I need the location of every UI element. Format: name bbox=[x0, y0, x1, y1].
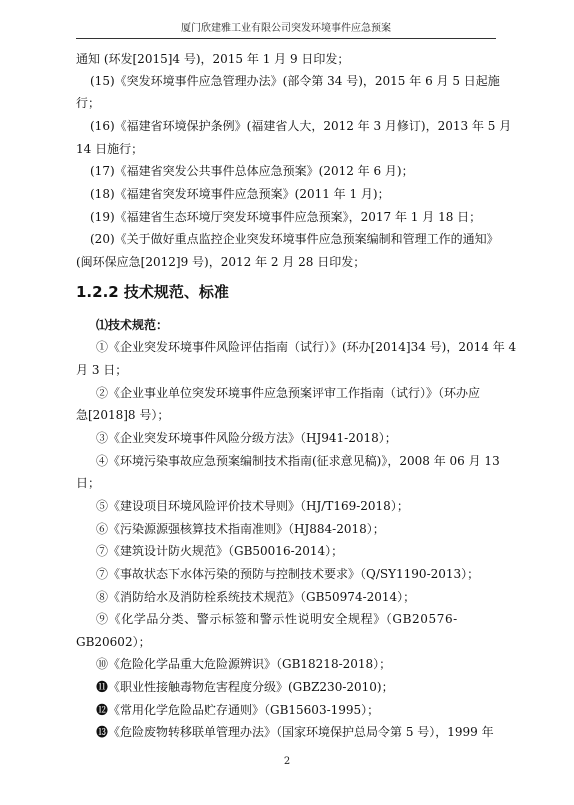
subsection-heading: ⑴技术规范： bbox=[96, 318, 169, 332]
list-item: ⑦《建筑设计防火规范》（GB50016-2014）； bbox=[96, 544, 344, 558]
paragraph-line: (19)《福建省生态环境厅突发环境事件应急预案》，2017 年 1 月 18 日； bbox=[90, 210, 482, 224]
list-item: ⑧《消防给水及消防栓系统技术规范》（GB50974-2014）； bbox=[96, 590, 416, 604]
paragraph-line: (18)《福建省突发环境事件应急预案》(2011 年 1 月)； bbox=[90, 187, 390, 201]
section-heading: 1.2.2 技术规范、标准 bbox=[76, 283, 229, 301]
list-item: ⑨《化学品分类、警示标签和警示性说明安全规程》（GB20576- bbox=[96, 612, 458, 626]
list-item: ①《企业突发环境事件风险评估指南（试行）》(环办[2014]34 号)，2014 年 4 bbox=[96, 340, 517, 354]
paragraph-line: (20)《关于做好重点监控企业突发环境事件应急预案编制和管理工作的通知》 bbox=[90, 232, 499, 246]
list-item: ④《环境污染事故应急预案编制技术指南(征求意见稿)》，2008 年 06 月 13 bbox=[96, 454, 500, 468]
paragraph-line: 通知 (环发[2015]4 号)，2015 年 1 月 9 日印发； bbox=[76, 52, 350, 66]
list-item: GB20602）； bbox=[76, 635, 151, 649]
paragraph-line: (15)《突发环境事件应急管理办法》(部令第 34 号)，2015 年 6 月 5 日起施 bbox=[90, 74, 500, 88]
list-item: ⓫《职业性接触毒物危害程度分级》(GBZ230-2010)； bbox=[96, 680, 394, 694]
paragraph-line: 行； bbox=[76, 96, 101, 110]
list-item: ⑥《污染源源强核算技术指南准则》（HJ884-2018）； bbox=[96, 522, 385, 536]
paragraph-line: (17)《福建省突发公共事件总体应急预案》(2012 年 6 月)； bbox=[90, 164, 414, 178]
list-item: 日； bbox=[76, 476, 101, 490]
list-item: ②《企业事业单位突发环境事件应急预案评审工作指南（试行）》（环办应 bbox=[96, 386, 481, 400]
paragraph-line: 14 日施行； bbox=[76, 142, 144, 156]
header-divider bbox=[76, 38, 496, 39]
list-item: 月 3 日； bbox=[76, 363, 128, 377]
paragraph-line: (闽环保应急[2012]9 号)，2012 年 2 月 28 日印发； bbox=[76, 255, 366, 269]
page-number: 2 bbox=[283, 756, 291, 767]
page-header: 厦门欣建雅工业有限公司突发环境事件应急预案 bbox=[181, 23, 391, 34]
list-item: ⑤《建设项目环境风险评价技术导则》（HJ/T169-2018）； bbox=[96, 499, 409, 513]
paragraph-line: (16)《福建省环境保护条例》(福建省人大，2012 年 3 月修订)，2013 年 5 月 bbox=[90, 119, 512, 133]
list-item: ⓭《危险废物转移联单管理办法》（国家环境保护总局令第 5 号），1999 年 bbox=[96, 725, 494, 739]
list-item: ⑦《事故状态下水体污染的预防与控制技术要求》（Q/SY1190-2013）； bbox=[96, 567, 480, 581]
list-item: ⓬《常用化学危险品贮存通则》（GB15603-1995）； bbox=[96, 703, 380, 717]
list-item: 急[2018]8 号）； bbox=[76, 408, 170, 422]
list-item: ⑩《危险化学品重大危险源辨识》（GB18218-2018）； bbox=[96, 657, 392, 671]
list-item: ③《企业突发环境事件风险分级方法》（HJ941-2018）； bbox=[96, 431, 397, 445]
